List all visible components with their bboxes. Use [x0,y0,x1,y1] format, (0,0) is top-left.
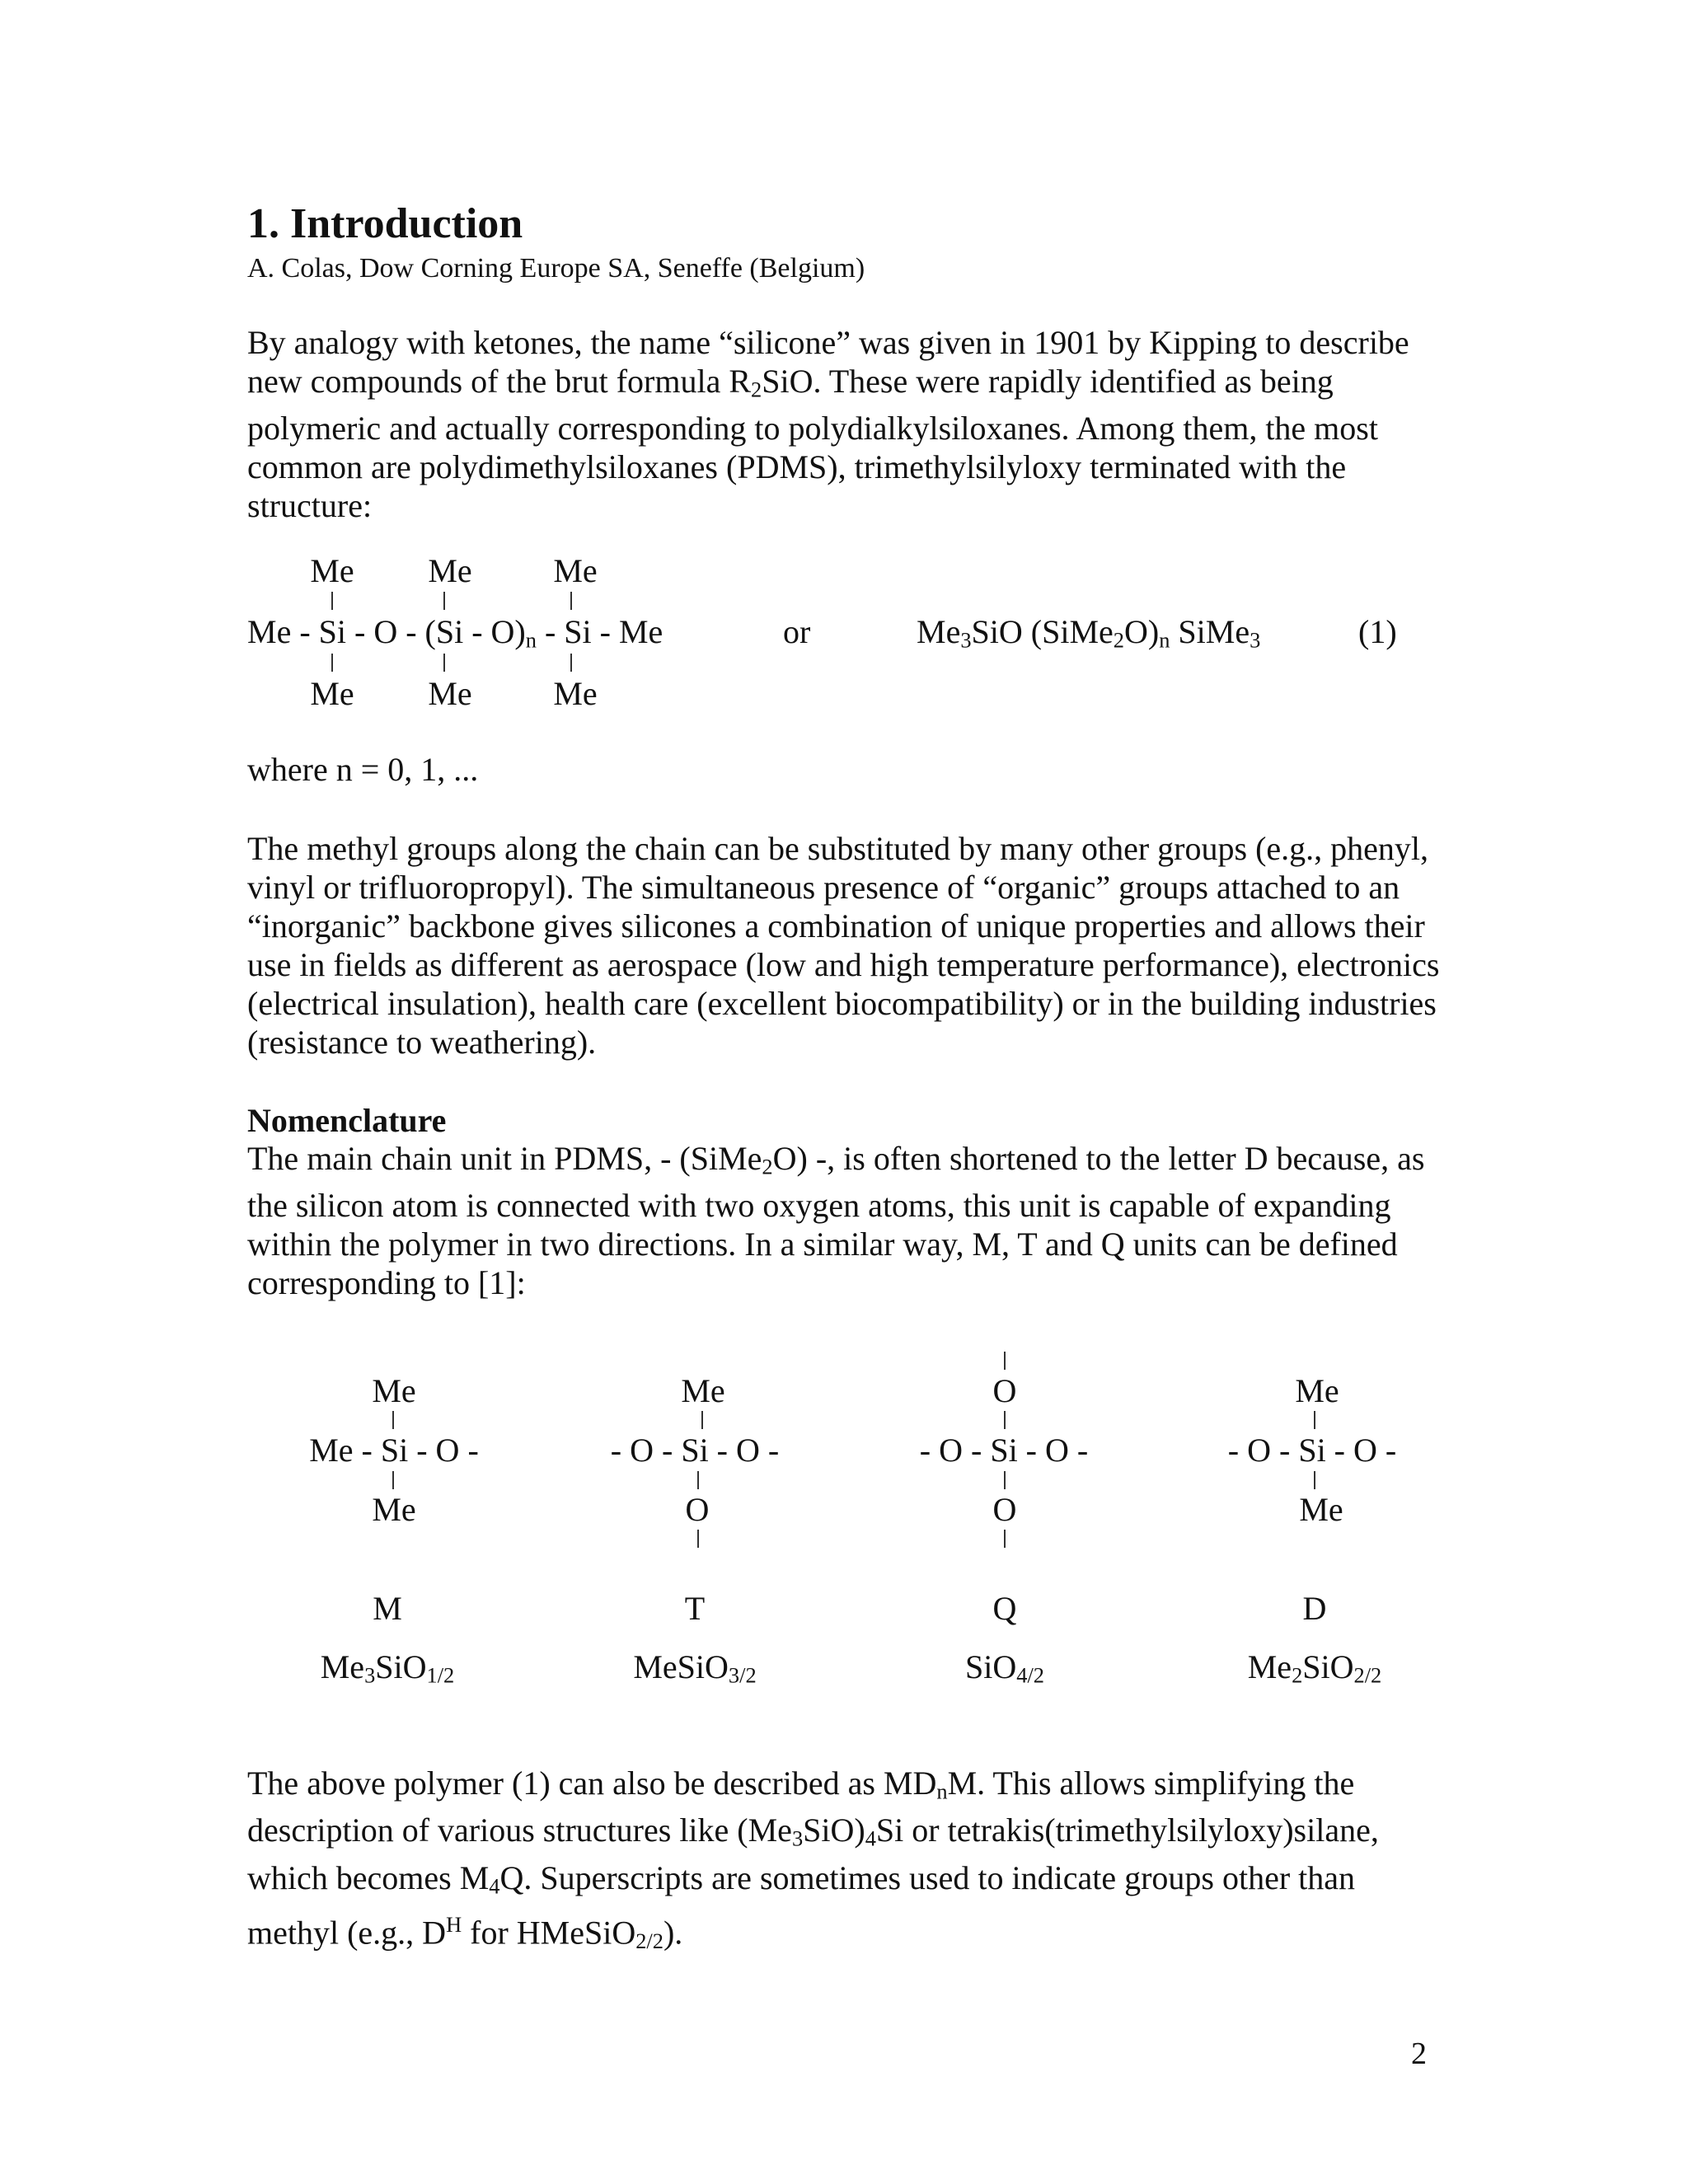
bond-line [1314,1411,1315,1429]
equation-number: (1) [1358,613,1397,650]
intro-paragraph [247,323,1451,525]
structure-top-me-2: Me [428,552,472,589]
structure-bottom-me-1: Me [310,675,354,712]
formula-text-a: MeSiO [633,1648,729,1685]
unit-letter: D [1302,1590,1327,1627]
unit-bottom: Me [372,1491,416,1528]
bond-line [570,654,572,672]
unit-middle: - O - Si - O - [1227,1432,1397,1469]
bond-line [443,592,445,610]
intro-sub: 2 [751,377,762,402]
mdm-sup-e: H [446,1911,462,1937]
bond-line [1004,1411,1006,1429]
substitution-paragraph: The methyl groups along the chain can be substituted by many other groups (e.g., phenyl, vinyl or trifluoropropyl). The simultaneous presence of “organic” groups attached to an “inorganic” backbone gives silicones a combination of unique properties and allows their use in fields as different as aerospace (low and high temperature performance), electronics (electrical insulation), health care (excellent biocompatibility) or in the building industries (resistance to weathering). [247,830,1440,1061]
unit-top: Me [681,1372,725,1409]
unit-top: O [992,1372,1017,1409]
bond-line [570,592,572,610]
nomenclature-heading: Nomenclature [247,1102,447,1139]
nomen-sub: 2 [762,1154,773,1179]
mdm-text-c: SiO) [803,1811,865,1849]
author-line: A. Colas, Dow Corning Europe SA, Seneffe (Belgium) [247,253,865,284]
mdm-sub-f: 2/2 [635,1928,663,1953]
bond-line [392,1411,394,1429]
bond-line [697,1471,699,1489]
chain-text-a: Me - Si - O - (Si - O) [247,613,526,650]
bond-line [1004,1471,1006,1489]
formula-text-a: SiO [965,1648,1017,1685]
unit-middle: - O - Si - O - [610,1432,780,1469]
unit-formula [633,1648,757,1691]
unit-bottom: Me [1299,1491,1343,1528]
nomenclature-paragraph [247,1139,1451,1302]
formula-sub-2: 1/2 [426,1662,455,1688]
structure-or: or [783,613,811,650]
chain-text-b: - Si - Me [536,613,663,650]
structure-chain [247,613,663,656]
mdm-sub-a: n [936,1779,948,1804]
formula-sub-2: 2/2 [1353,1662,1382,1688]
nomen-text-a: The main chain unit in PDMS, - (SiMe [247,1140,762,1177]
formula-sub-1: 2 [1292,1662,1303,1688]
chain-sub: n [525,627,537,653]
bond-line [1004,1530,1006,1548]
page-number: 2 [1411,2036,1427,2071]
structure-bottom-me-2: Me [428,675,472,712]
unit-middle: - O - Si - O - [919,1432,1089,1469]
intro-text-a: By analogy with ketones, the name “silicone” was given in 1901 by Kipping to describe new compounds of the brut formula R [247,324,1409,400]
mdm-sub-d: 4 [489,1872,500,1898]
unit-letter: T [684,1590,706,1627]
alt-text-c: O) [1123,613,1160,650]
structure-bottom-me-3: Me [553,675,598,712]
formula-sub-1: 4/2 [1016,1662,1044,1688]
unit-formula [320,1648,455,1691]
formula-text-b: SiO [1302,1648,1354,1685]
bond-line [701,1411,703,1429]
unit-top: Me [1295,1372,1339,1409]
bond-line [331,654,333,672]
bond-line [443,654,445,672]
formula-sub-1: 3/2 [728,1662,757,1688]
unit-bottom: O [685,1491,710,1528]
nomen-text-b: O) -, is often shortened to the letter D because, as the silicon atom is connected with two oxygen atoms, this unit is capable of expanding within the polymer in two directions. In a similar way, M, T and Q units can be defined corresponding to [1]: [247,1140,1425,1302]
unit-formula [965,1648,1044,1691]
bond-line [331,592,333,610]
formula-sub-1: 3 [364,1662,376,1688]
alt-text-d: SiMe [1170,613,1250,650]
mdm-sub-b: 3 [791,1825,804,1851]
where-line: where n = 0, 1, ... [247,751,479,788]
structure-top-me-1: Me [310,552,354,589]
mdm-text-d: Si or tetrakis(trimethylsilyloxy)silane, which becomes M [247,1811,1379,1896]
structure-top-me-3: Me [553,552,598,589]
unit-top: Me [372,1372,416,1409]
unit-middle: Me - Si - O - [309,1432,479,1469]
unit-formula [1247,1648,1382,1691]
formula-text-a: Me [1247,1648,1292,1685]
bond-line [697,1530,699,1548]
alt-sub-1: 3 [960,627,972,653]
intro-text-b: SiO. These were rapidly identified as being polymeric and actually corresponding to polydialkylsiloxanes. Among them, the most common are polydimethylsiloxanes (PDMS), trimethylsilyloxy terminated with the structure: [247,363,1378,525]
unit-bottom: O [992,1491,1017,1528]
unit-letter: Q [992,1590,1017,1627]
bond-line [392,1471,394,1489]
mdm-text-a: The above polymer (1) can also be described as MD [247,1765,937,1802]
alt-sub-4: 3 [1250,627,1261,653]
unit-letter: M [373,1590,402,1627]
formula-text-a: Me [320,1648,365,1685]
mdm-text-f: for HMeSiO [462,1914,636,1952]
mdm-text-e: Q. Superscripts are sometimes used to indicate groups other than methyl (e.g., D [247,1858,1356,1952]
formula-text-b: SiO [375,1648,427,1685]
mdm-paragraph [247,1764,1451,1961]
mdm-sub-c: 4 [865,1825,876,1851]
alt-text-b: SiO (SiMe [971,613,1114,650]
alt-sub-2: 2 [1113,627,1124,653]
bond-line [1314,1471,1315,1489]
bond-line [1004,1352,1006,1370]
alt-text-a: Me [917,613,961,650]
structure-alt-formula [917,613,1261,656]
alt-sub-3: n [1159,627,1170,653]
mdm-text-b: M. This allows simplifying the description of various structures like (Me [247,1765,1355,1849]
section-heading: 1. Introduction [247,200,523,247]
mdm-text-g: ). [663,1914,683,1952]
